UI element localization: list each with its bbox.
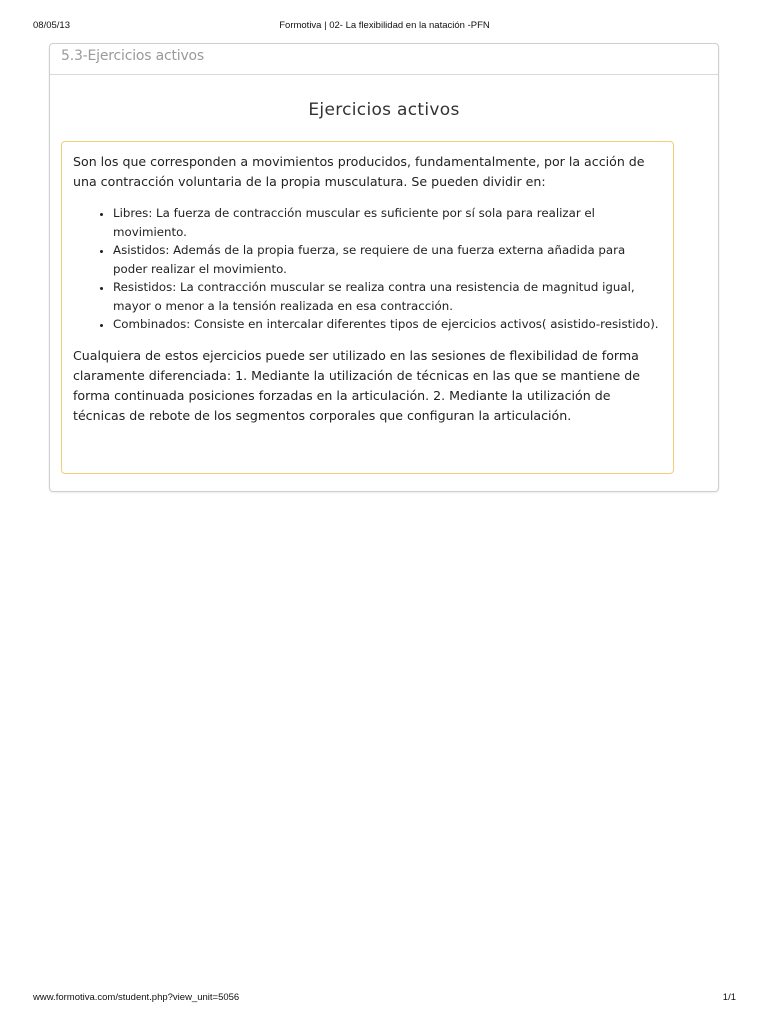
unit-title: 5.3-Ejercicios activos	[61, 48, 204, 64]
list-item-combinados: • Combinados: Consiste en intercalar diferentes tipos de ejercicios activos( asistido-resistido).	[113, 315, 662, 334]
print-footer	[33, 992, 736, 1006]
print-title: Formotiva | 02- La flexibilidad en la natación -PFN	[279, 20, 490, 31]
content-box	[61, 141, 674, 474]
print-url[interactable]: www.formotiva.com/student.php?view_unit=5056	[33, 992, 240, 1003]
list-item-libres: • Libres: La fuerza de contracción muscular es suficiente por sí sola para realizar el movimiento.	[113, 204, 662, 241]
print-page-number: 1/1	[722, 992, 736, 1003]
unit-panel	[49, 43, 719, 492]
exercise-type-list	[73, 204, 662, 334]
unit-header	[50, 44, 718, 75]
closing-paragraph: Cualquiera de estos ejercicios puede ser utilizado en las sesiones de flexibilidad de forma claramente diferenciada: 1. Mediante la utilización de técnicas en las que se mantiene de forma continuada posiciones forzadas en la articulación. 2. Mediante la utilización de técnicas de rebote de los segmentos corporales que configuran la articulación.	[73, 347, 640, 423]
intro-paragraph: Son los que corresponden a movimientos producidos, fundamentalmente, por la acción de una contracción voluntaria de la propia musculatura. Se pueden dividir en:	[73, 154, 645, 189]
print-date: 08/05/13	[33, 20, 70, 31]
section-title: Ejercicios activos	[308, 100, 460, 120]
list-item-resistidos: • Resistidos: La contracción muscular se realiza contra una resistencia de magnitud igual, mayor o menor a la tensión realizada en esa contracción.	[113, 278, 662, 315]
list-item-asistidos: • Asistidos: Además de la propia fuerza, se requiere de una fuerza externa añadida para poder realizar el movimiento.	[113, 241, 662, 278]
print-header	[33, 20, 736, 34]
